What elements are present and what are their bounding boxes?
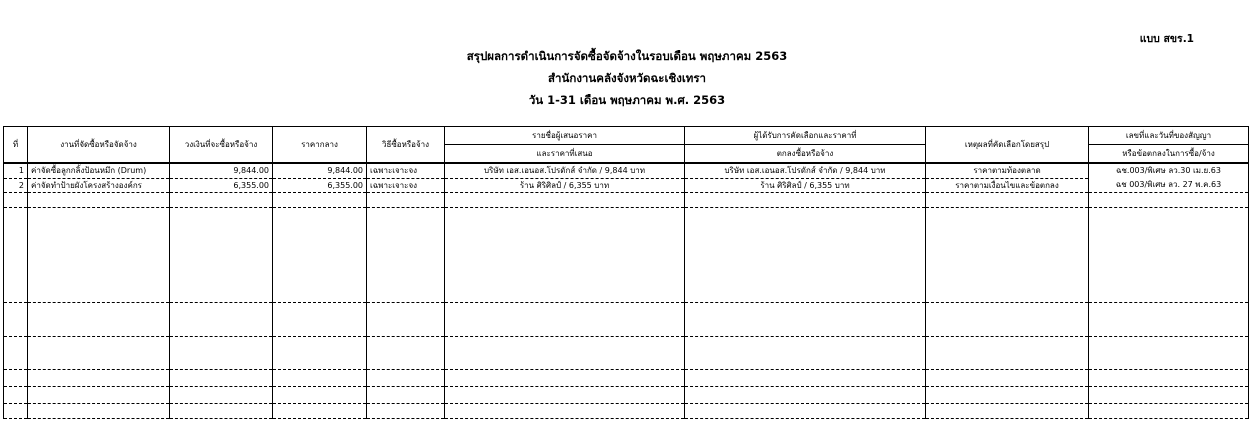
header-median-price: ราคากลาง xyxy=(273,127,367,164)
empty-row xyxy=(4,337,1249,370)
report-period: วัน 1-31 เดือน พฤษภาคม พ.ศ. 2563 xyxy=(528,93,726,107)
empty-row xyxy=(4,193,1249,208)
report-titles xyxy=(0,45,1254,111)
header-winner-bottom: ตกลงซื้อหรือจ้าง xyxy=(685,145,926,164)
empty-row xyxy=(4,404,1249,419)
row-budget: 9,844.00 xyxy=(170,163,273,178)
empty-row xyxy=(4,370,1249,387)
header-row xyxy=(4,127,1249,145)
header-bidders-top: รายชื่อผู้เสนอราคา xyxy=(445,127,685,145)
row-bidder: บริษัท เอส.เอนอส.โปรดักส์ จำกัด / 9,844 บาท xyxy=(445,163,685,178)
row-contract: ฉช 003/พิเศษ ลว. 27 พ.ค.63 xyxy=(1115,180,1222,189)
row-winner: บริษัท เอส.เอนอส.โปรดักส์ จำกัด / 9,844 บาท xyxy=(685,163,926,178)
row-winner: ร้าน ศิริศิลป์ / 6,355 บาท xyxy=(685,178,926,193)
row-reason: ราคาตามเงื่อนไขและข้อตกลง xyxy=(926,178,1089,193)
row-method: เฉพาะเจาะจง xyxy=(367,178,445,193)
header-contract-top: เลขที่และวันที่ของสัญญา xyxy=(1089,127,1249,145)
report-title: สรุปผลการดำเนินการจัดซื้อจัดจ้างในรอบเดือน พฤษภาคม 2563 xyxy=(466,49,788,63)
header-winner-top: ผู้ได้รับการคัดเลือกและราคาที่ xyxy=(685,127,926,145)
empty-row xyxy=(4,208,1249,303)
row-item: ค่าจัดทำป้ายผังโครงสร้างองค์กร xyxy=(28,178,170,193)
header-budget: วงเงินที่จะซื้อหรือจ้าง xyxy=(170,127,273,164)
row-median-price: 6,355.00 xyxy=(273,178,367,193)
row-bidder: ร้าน ศิริศิลป์ / 6,355 บาท xyxy=(445,178,685,193)
row-contract: ฉช.003/พิเศษ ลว.30 เม.ย.63 xyxy=(1116,166,1221,175)
empty-row xyxy=(4,303,1249,337)
form-code: แบบ สขร.1 xyxy=(1139,33,1194,45)
header-method: วิธีซื้อหรือจ้าง xyxy=(367,127,445,164)
row-no: 2 xyxy=(4,178,28,193)
table-row xyxy=(4,163,1249,178)
empty-row xyxy=(4,387,1249,404)
header-item: งานที่จัดซื้อหรือจัดจ้าง xyxy=(28,127,170,164)
row-no: 1 xyxy=(4,163,28,178)
row-median-price: 9,844.00 xyxy=(273,163,367,178)
row-budget: 6,355.00 xyxy=(170,178,273,193)
table-row xyxy=(4,178,1249,193)
row-reason: ราคาตามท้องตลาด xyxy=(926,163,1089,178)
row-item: ค่าจัดซื้อลูกกลิ้งป้อนหมึก (Drum) xyxy=(28,163,170,178)
header-bidders-bottom: และราคาที่เสนอ xyxy=(445,145,685,164)
header-no: ที่ xyxy=(4,127,28,164)
row-contracts xyxy=(1089,163,1249,193)
row-method: เฉพาะเจาะจง xyxy=(367,163,445,178)
agency-name: สำนักงานคลังจังหวัดฉะเชิงเทรา xyxy=(548,71,706,85)
procurement-table xyxy=(3,126,1249,419)
header-contract-bottom: หรือข้อตกลงในการซื้อ/จ้าง xyxy=(1089,145,1249,164)
header-reason: เหตุผลที่คัดเลือกโดยสรุป xyxy=(926,127,1089,164)
